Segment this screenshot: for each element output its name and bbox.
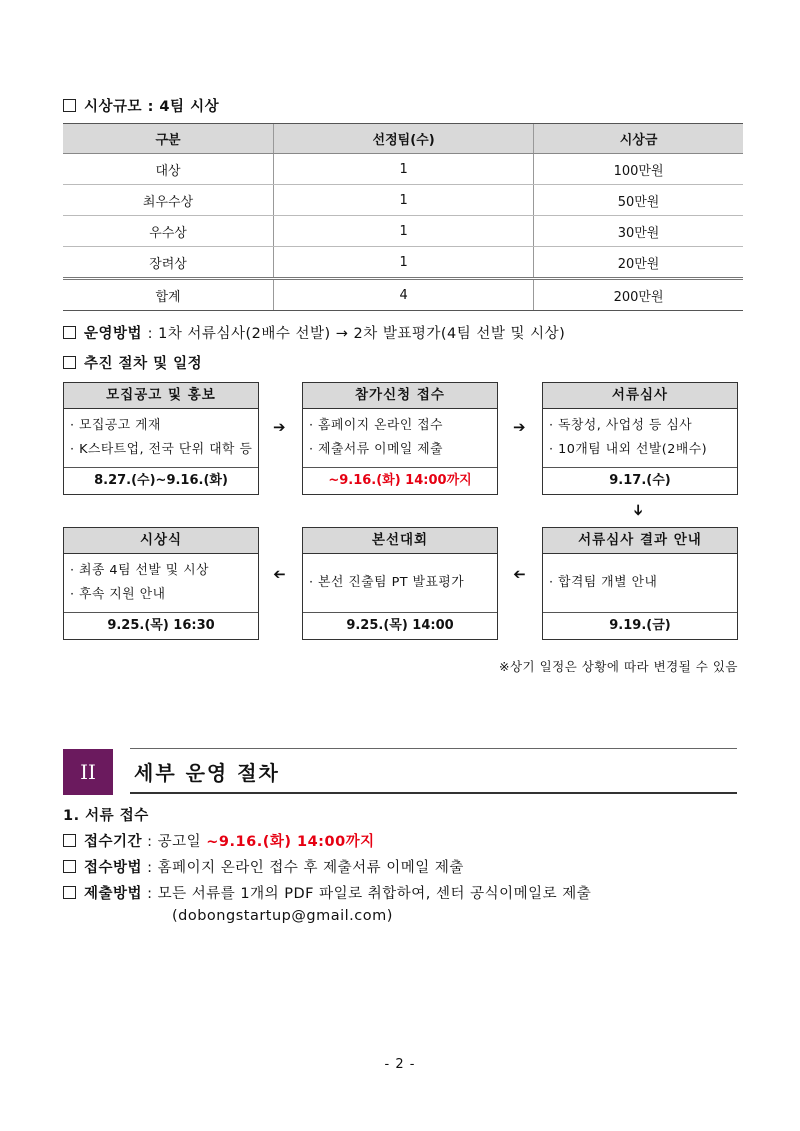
step-line: · 홈페이지 온라인 접수 <box>309 418 444 433</box>
table-cell: 30만원 <box>534 216 743 247</box>
left-arrow-icon: ➔ <box>273 565 286 583</box>
table-cell: 4 <box>274 279 534 311</box>
table-row <box>63 185 743 216</box>
step-body <box>303 409 497 468</box>
step-line: · 후속 지원 안내 <box>70 587 166 602</box>
step-date: ~9.16.(화) 14:00까지 <box>328 473 472 488</box>
item-method <box>63 856 464 877</box>
step-line: · 모집공고 게재 <box>70 418 161 433</box>
page-number: - 2 - <box>384 1057 416 1072</box>
item-label: 제출방법 <box>84 886 143 902</box>
table-cell: 100만원 <box>534 154 743 185</box>
checkbox-icon <box>63 834 76 847</box>
operation-label: 운영방법 <box>84 326 143 342</box>
table-cell: 장려상 <box>63 247 274 279</box>
step-title: 시상식 <box>64 528 258 554</box>
step-body <box>303 554 497 613</box>
step-date: 9.17.(수) <box>609 473 671 488</box>
table-cell: 50만원 <box>534 185 743 216</box>
step-box-apply <box>302 382 498 495</box>
step-title: 모집공고 및 홍보 <box>64 383 258 409</box>
step-line: · K스타트업, 전국 단위 대학 등 <box>70 442 253 457</box>
table-cell: 20만원 <box>534 247 743 279</box>
subsection-title: 1. 서류 접수 <box>63 808 149 824</box>
step-line: · 최종 4팀 선발 및 시상 <box>70 563 209 578</box>
operation-text: : 1차 서류심사(2배수 선발) → 2차 발표평가(4팀 선발 및 시상) <box>147 326 566 342</box>
step-line: · 합격팀 개별 안내 <box>549 575 658 590</box>
table-row <box>63 216 743 247</box>
table-cell: 200만원 <box>534 279 743 311</box>
left-arrow-icon: ➔ <box>513 565 526 583</box>
step-date: 9.19.(금) <box>609 618 671 633</box>
right-arrow-icon: ➔ <box>513 418 526 436</box>
table-row <box>63 154 743 185</box>
item-label: 접수방법 <box>84 860 143 876</box>
table-cell: 1 <box>274 216 534 247</box>
total-row <box>63 279 743 311</box>
item-text: : 공고일 <box>147 834 207 850</box>
section-divider-bottom <box>130 792 737 794</box>
step-title: 서류심사 결과 안내 <box>543 528 737 554</box>
table-cell: 우수상 <box>63 216 274 247</box>
step-box-ceremony <box>63 527 259 640</box>
checkbox-icon <box>63 326 76 339</box>
step-box-recruit <box>63 382 259 495</box>
schedule-note: ※상기 일정은 상황에 따라 변경될 수 있음 <box>498 659 738 674</box>
item-text: : 홈페이지 온라인 접수 후 제출서류 이메일 제출 <box>147 860 464 876</box>
step-line: · 10개팀 내외 선발(2배수) <box>549 442 708 457</box>
step-body <box>543 554 737 613</box>
item-highlight: ~9.16.(화) 14:00까지 <box>206 834 375 850</box>
step-date: 8.27.(수)~9.16.(화) <box>94 473 228 488</box>
column-header: 시상금 <box>534 124 743 154</box>
down-arrow-icon: ➔ <box>629 503 648 517</box>
table-cell: 1 <box>274 247 534 279</box>
contact-email: (dobongstartup@gmail.com) <box>172 908 393 924</box>
checkbox-icon <box>63 886 76 899</box>
table-cell: 대상 <box>63 154 274 185</box>
item-label: 접수기간 <box>84 834 143 850</box>
step-line: · 독창성, 사업성 등 심사 <box>549 418 693 433</box>
step-title: 참가신청 접수 <box>303 383 497 409</box>
column-header: 구분 <box>63 124 274 154</box>
item-submission <box>63 882 591 903</box>
item-text: : 모든 서류를 1개의 PDF 파일로 취합하여, 센터 공식이메일로 제출 <box>147 886 592 902</box>
table-cell: 최우수상 <box>63 185 274 216</box>
right-arrow-icon: ➔ <box>273 418 286 436</box>
awards-table <box>63 123 743 311</box>
step-line: · 제출서류 이메일 제출 <box>309 442 444 457</box>
table-row <box>63 247 743 279</box>
operation-line <box>63 322 565 343</box>
step-body <box>64 409 258 468</box>
schedule-heading: 추진 절차 및 일정 <box>63 352 202 373</box>
checkbox-icon <box>63 356 76 369</box>
checkbox-icon <box>63 99 76 112</box>
checkbox-icon <box>63 860 76 873</box>
step-line: · 본선 진출팀 PT 발표평가 <box>309 575 465 590</box>
table-cell: 합계 <box>63 279 274 311</box>
section-title: 세부 운영 절차 <box>134 761 280 785</box>
column-header: 선정팀(수) <box>274 124 534 154</box>
step-title: 본선대회 <box>303 528 497 554</box>
step-box-final <box>302 527 498 640</box>
step-title: 서류심사 <box>543 383 737 409</box>
section-divider-top <box>130 748 737 749</box>
step-body <box>543 409 737 468</box>
step-box-result <box>542 527 738 640</box>
step-date: 9.25.(목) 14:00 <box>346 618 454 633</box>
section-number: II <box>63 749 113 795</box>
step-body <box>64 554 258 613</box>
table-cell: 1 <box>274 154 534 185</box>
item-period <box>63 830 375 851</box>
step-box-review <box>542 382 738 495</box>
table-cell: 1 <box>274 185 534 216</box>
awards-heading: 시상규모 : 4팀 시상 <box>63 95 219 116</box>
step-date: 9.25.(목) 16:30 <box>107 618 215 633</box>
